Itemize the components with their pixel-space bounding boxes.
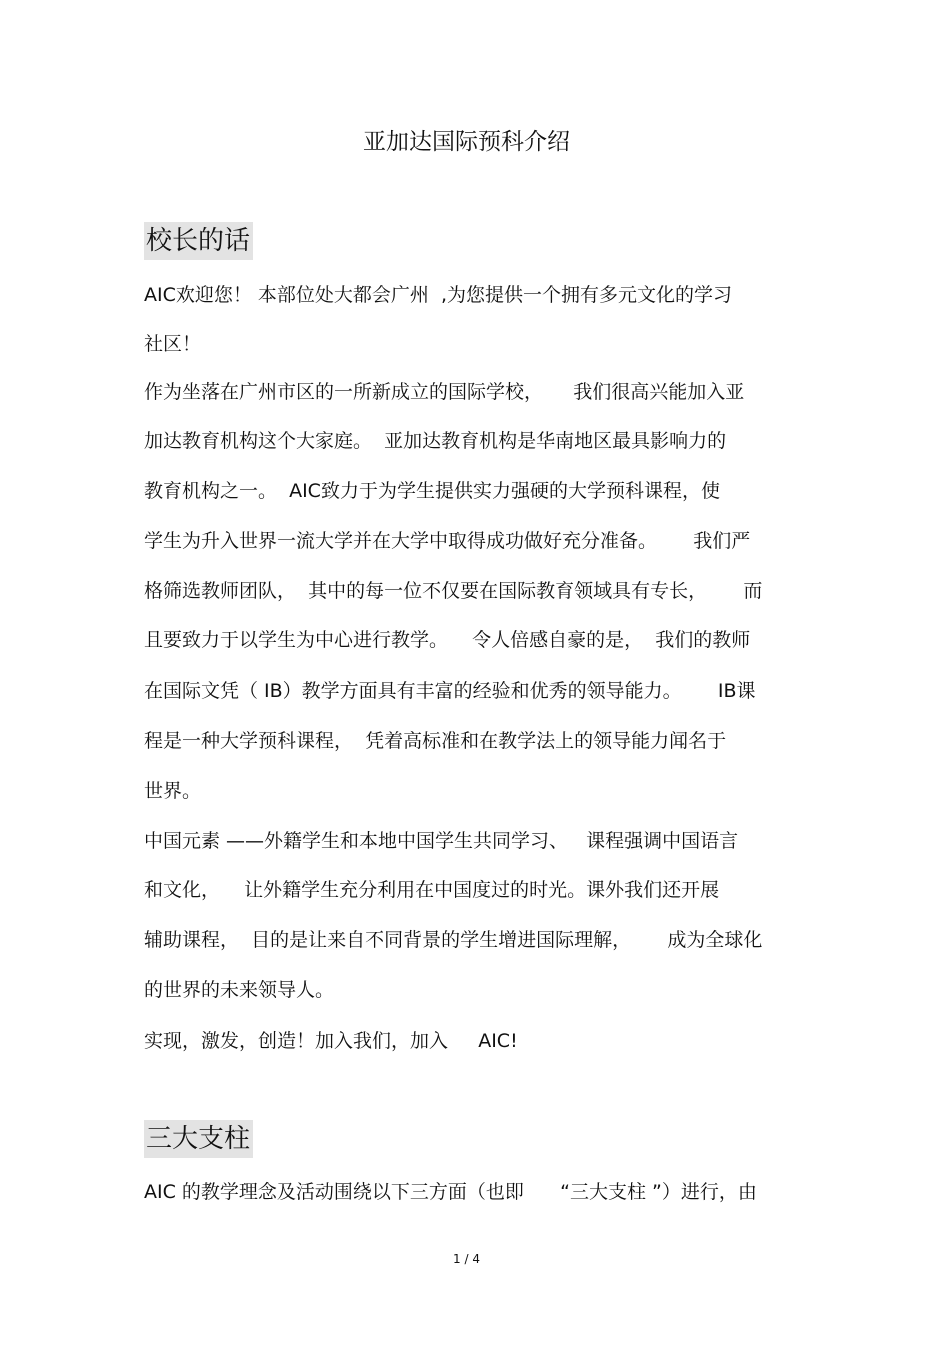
paragraph-line: 且要致力于以学生为中心进行教学。 令人倍感自豪的是， 我们的教师 (144, 629, 751, 651)
section-heading-three-pillars: 三大支柱 (144, 1120, 253, 1158)
paragraph-line: 实现，激发，创造！加入我们，加入 AIC! (144, 1030, 518, 1052)
paragraph-line: 程是一种大学预科课程， 凭着高标准和在教学法上的领导能力闻名于 (144, 730, 727, 752)
document-title: 亚加达国际预科介绍 (363, 129, 570, 155)
paragraph-line: 格筛选教师团队， 其中的每一位不仅要在国际教育领域具有专长， 而 (144, 580, 763, 602)
paragraph-line: 教育机构之一。 AIC致力于为学生提供实力强硬的大学预科课程，使 (144, 480, 720, 502)
paragraph-line: 学生为升入世界一流大学并在大学中取得成功做好充分准备。 我们严 (144, 530, 751, 552)
paragraph-line: 和文化， 让外籍学生充分利用在中国度过的时光。课外我们还开展 (144, 879, 720, 901)
paragraph-line: 加达教育机构这个大家庭。 亚加达教育机构是华南地区最具影响力的 (144, 430, 727, 452)
paragraph-line: 辅助课程， 目的是让来自不同背景的学生增进国际理解， 成为全球化 (144, 929, 763, 951)
paragraph-line: 在国际文凭（ IB）教学方面具有丰富的经验和优秀的领导能力。 IB课 (144, 680, 756, 702)
paragraph-line: AIC欢迎您！ 本部位处大都会广州 ,为您提供一个拥有多元文化的学习 (144, 284, 733, 306)
paragraph-line: 作为坐落在广州市区的一所新成立的国际学校， 我们很高兴能加入亚 (144, 381, 745, 403)
paragraph-line: AIC 的教学理念及活动围绕以下三方面（也即 “三大支柱 ”）进行，由 (144, 1181, 757, 1203)
paragraph-line: 的世界的未来领导人。 (144, 979, 335, 1001)
page-number: 1 / 4 (453, 1252, 480, 1266)
paragraph-line: 世界。 (144, 780, 202, 802)
paragraph-line: 社区！ (144, 333, 202, 355)
paragraph-line: 中国元素 ——外籍学生和本地中国学生共同学习、 课程强调中国语言 (144, 830, 739, 852)
section-heading-principal-message: 校长的话 (144, 222, 253, 260)
